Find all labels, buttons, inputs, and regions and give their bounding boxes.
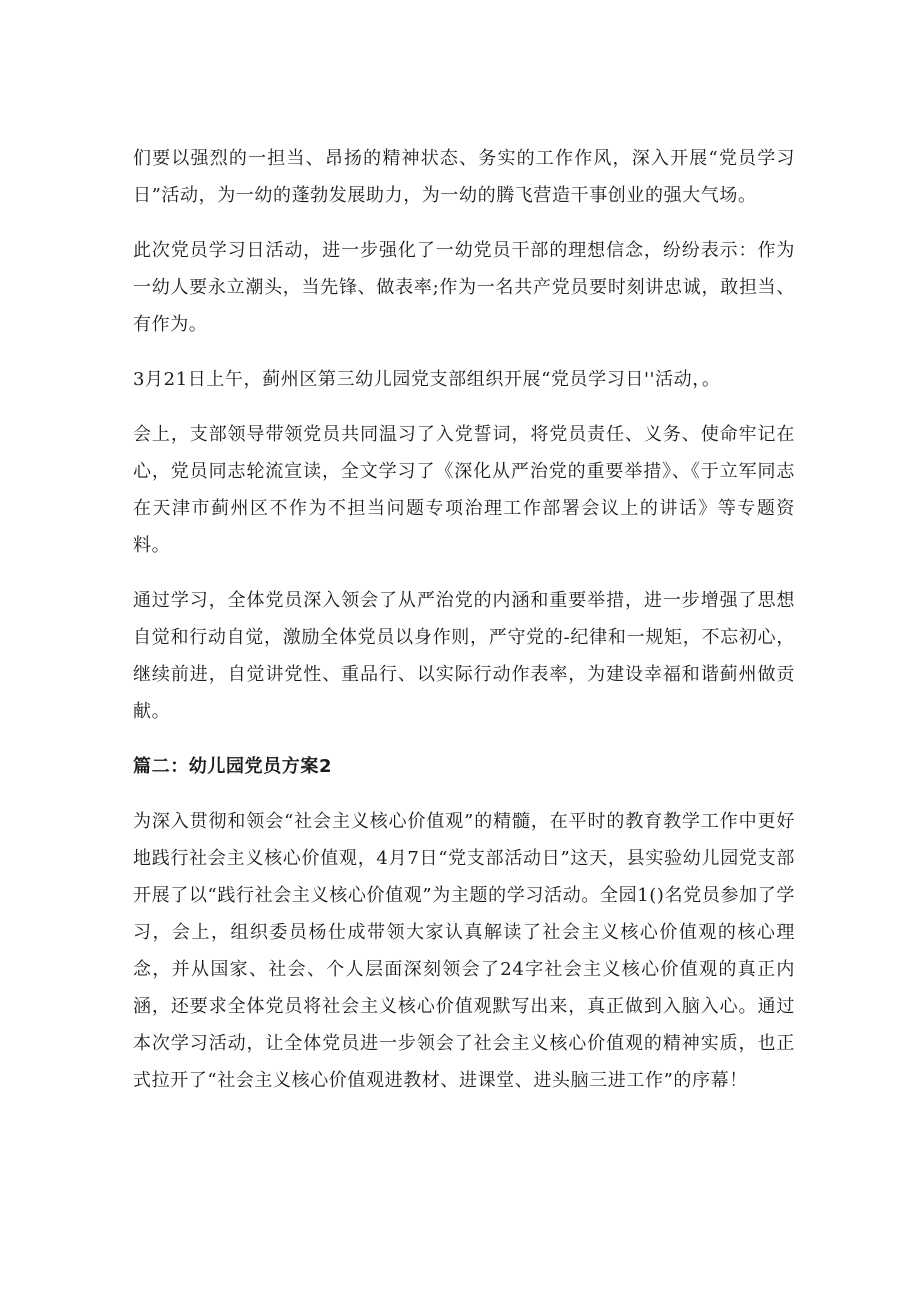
paragraph: 为深入贯彻和领会“社会主义核心价值观”的精髓，在平时的教育教学工作中更好地践行社会主义核心价值观，4月7日“党支部活动日”这天，县实验幼儿园党支部开展了以“践行社会主义核心价值观”为主题的学习活动。全园1()名党员参加了学习，会上，组织委员杨仕成带领大家认真解读了社会主义核心价值观的核心理念，并从国家、社会、个人层面深刻领会了24字社会主义核心价值观的真正内涵，还要求全体党员将社会主义核心价值观默写出来，真正做到入脑入心。通过本次学习活动，让全体党员进一步领会了社会主义核心价值观的精神实质，也正式拉开了“社会主义核心价值观进教材、进课堂、进头脑三进工作”的序幕！ bbox=[133, 811, 795, 1091]
paragraph: 们要以强烈的一担当、昂扬的精神状态、务实的工作作风，深入开展“党员学习日”活动，为一幼的蓬勃发展助力，为一幼的腾飞营造干事创业的强大气场。 bbox=[133, 148, 795, 206]
paragraph: 此次党员学习日活动，进一步强化了一幼党员干部的理想信念，纷纷表示：作为一幼人要永立潮头，当先锋、做表率;作为一名共产党员要时刻讲忠诚，敢担当、有作为。 bbox=[133, 240, 795, 335]
paragraph: 通过学习，全体党员深入领会了从严治党的内涵和重要举措，进一步增强了思想自觉和行动自觉，激励全体党员以身作则，严守党的-纪律和一规矩，不忘初心，继续前进，自觉讲党性、重品行、以实际行动作表率，为建设幸福和谐蓟州做贡献。 bbox=[133, 590, 795, 722]
paragraph: 会上，支部领导带领党员共同温习了入党誓词，将党员责任、义务、使命牢记在心，党员同志轮流宣读，全文学习了《深化从严治党的重要举措》、《于立军同志在天津市蓟州区不作为不担当问题专项治理工作部署会议上的讲话》等专题资料。 bbox=[133, 424, 795, 556]
document-body bbox=[133, 140, 795, 1117]
section-heading: 篇二：幼儿园党员方案2 bbox=[133, 756, 333, 777]
paragraph: 3月21日上午，蓟州区第三幼儿园党支部组织开展“党员学习日''活动，。 bbox=[133, 369, 721, 390]
